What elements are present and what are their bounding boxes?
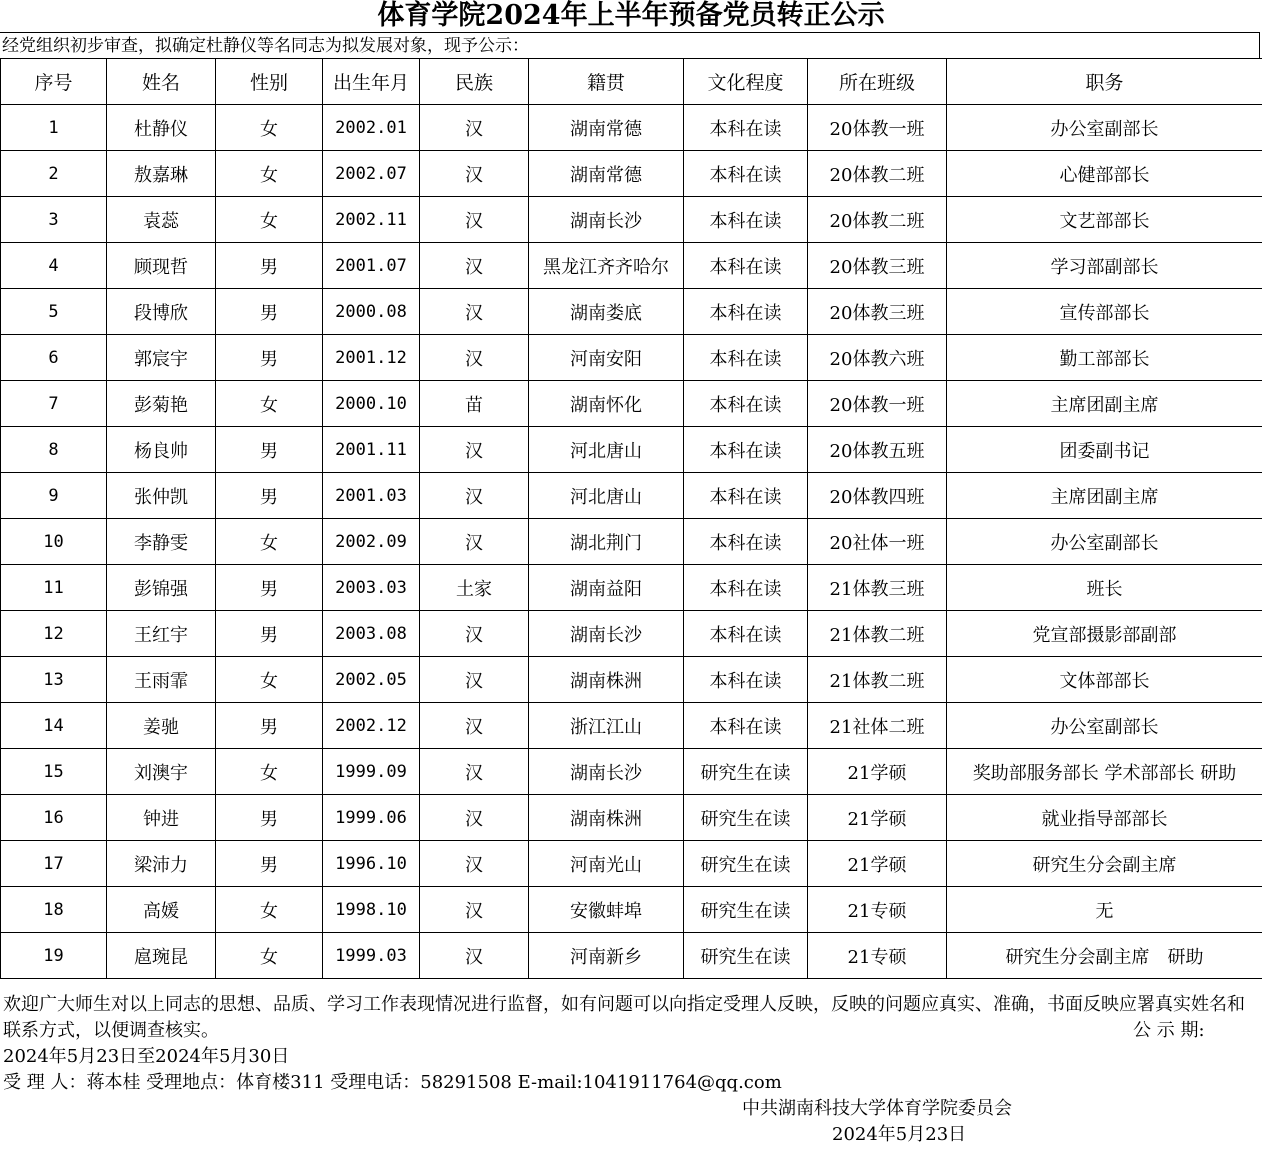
cell-class: 21专硕 <box>808 887 947 933</box>
cell-birth: 1999.06 <box>323 795 420 841</box>
cell-name: 杜静仪 <box>107 105 216 151</box>
cell-name: 段博欣 <box>107 289 216 335</box>
table-row <box>1 611 1262 657</box>
column-header-gender: 性别 <box>216 59 323 105</box>
roster-table <box>0 58 1262 979</box>
table-row <box>1 703 1262 749</box>
cell-ethnicity: 汉 <box>420 703 529 749</box>
table-row <box>1 749 1262 795</box>
cell-class: 21专硕 <box>808 933 947 979</box>
cell-gender: 男 <box>216 795 323 841</box>
cell-origin: 湖南怀化 <box>529 381 684 427</box>
cell-origin: 湖北荆门 <box>529 519 684 565</box>
cell-origin: 河南安阳 <box>529 335 684 381</box>
cell-gender: 女 <box>216 887 323 933</box>
cell-name: 扈琬昆 <box>107 933 216 979</box>
cell-origin: 黑龙江齐齐哈尔 <box>529 243 684 289</box>
cell-position: 就业指导部部长 <box>947 795 1262 841</box>
cell-class: 20体教二班 <box>808 197 947 243</box>
cell-position: 办公室副部长 <box>947 519 1262 565</box>
cell-education: 研究生在读 <box>684 887 808 933</box>
cell-position: 主席团副主席 <box>947 473 1262 519</box>
cell-gender: 男 <box>216 703 323 749</box>
cell-position: 文体部部长 <box>947 657 1262 703</box>
cell-education: 本科在读 <box>684 565 808 611</box>
notice-date: 2024年5月23日 <box>832 1124 967 1145</box>
table-row <box>1 151 1262 197</box>
cell-ethnicity: 汉 <box>420 887 529 933</box>
cell-education: 本科在读 <box>684 473 808 519</box>
cell-birth: 2001.12 <box>323 335 420 381</box>
cell-position: 办公室副部长 <box>947 703 1262 749</box>
cell-education: 本科在读 <box>684 519 808 565</box>
cell-class: 20体教三班 <box>808 243 947 289</box>
cell-ethnicity: 汉 <box>420 933 529 979</box>
cell-class: 20体教一班 <box>808 381 947 427</box>
table-row <box>1 565 1262 611</box>
cell-ethnicity: 汉 <box>420 657 529 703</box>
cell-index: 4 <box>1 243 107 289</box>
cell-ethnicity: 土家 <box>420 565 529 611</box>
column-header-education: 文化程度 <box>684 59 808 105</box>
cell-class: 21体教三班 <box>808 565 947 611</box>
cell-education: 本科在读 <box>684 105 808 151</box>
cell-index: 2 <box>1 151 107 197</box>
cell-ethnicity: 汉 <box>420 749 529 795</box>
cell-class: 20体教六班 <box>808 335 947 381</box>
cell-index: 11 <box>1 565 107 611</box>
period-label: 公 示 期: <box>1133 1020 1205 1041</box>
cell-gender: 男 <box>216 841 323 887</box>
cell-birth: 2002.07 <box>323 151 420 197</box>
cell-name: 王红宇 <box>107 611 216 657</box>
table-row <box>1 841 1262 887</box>
cell-class: 20体教四班 <box>808 473 947 519</box>
cell-name: 刘澳宇 <box>107 749 216 795</box>
cell-class: 21学硕 <box>808 795 947 841</box>
intro-text: 经党组织初步审查，拟确定杜静仪等名同志为拟发展对象，现予公示： <box>0 32 1260 58</box>
table-row <box>1 795 1262 841</box>
cell-education: 本科在读 <box>684 335 808 381</box>
cell-gender: 男 <box>216 611 323 657</box>
cell-name: 姜驰 <box>107 703 216 749</box>
table-row <box>1 381 1262 427</box>
cell-education: 研究生在读 <box>684 749 808 795</box>
cell-birth: 2000.10 <box>323 381 420 427</box>
column-header-name: 姓名 <box>107 59 216 105</box>
cell-ethnicity: 汉 <box>420 105 529 151</box>
cell-index: 10 <box>1 519 107 565</box>
cell-class: 20社体一班 <box>808 519 947 565</box>
cell-ethnicity: 汉 <box>420 611 529 657</box>
cell-ethnicity: 汉 <box>420 197 529 243</box>
column-header-origin: 籍贯 <box>529 59 684 105</box>
cell-ethnicity: 汉 <box>420 519 529 565</box>
cell-origin: 湖南常德 <box>529 151 684 197</box>
cell-position: 党宣部摄影部副部 <box>947 611 1262 657</box>
cell-class: 21体教二班 <box>808 657 947 703</box>
table-row <box>1 335 1262 381</box>
cell-birth: 1996.10 <box>323 841 420 887</box>
cell-class: 20体教五班 <box>808 427 947 473</box>
contact-info: 受 理 人：蒋本桂 受理地点：体育楼311 受理电话：58291508 E-mail:1041911764@qq.com <box>3 1072 782 1093</box>
cell-index: 18 <box>1 887 107 933</box>
cell-education: 本科在读 <box>684 657 808 703</box>
cell-birth: 2002.05 <box>323 657 420 703</box>
cell-gender: 男 <box>216 243 323 289</box>
cell-name: 彭锦强 <box>107 565 216 611</box>
cell-gender: 女 <box>216 381 323 427</box>
cell-origin: 湖南长沙 <box>529 197 684 243</box>
cell-education: 研究生在读 <box>684 841 808 887</box>
cell-position: 办公室副部长 <box>947 105 1262 151</box>
cell-index: 6 <box>1 335 107 381</box>
cell-origin: 湖南常德 <box>529 105 684 151</box>
table-row <box>1 427 1262 473</box>
page-title: 体育学院2024年上半年预备党员转正公示 <box>377 0 885 31</box>
column-header-class: 所在班级 <box>808 59 947 105</box>
cell-index: 3 <box>1 197 107 243</box>
cell-name: 彭菊艳 <box>107 381 216 427</box>
cell-index: 17 <box>1 841 107 887</box>
column-header-birth: 出生年月 <box>323 59 420 105</box>
table-row <box>1 197 1262 243</box>
cell-education: 本科在读 <box>684 611 808 657</box>
table-row <box>1 243 1262 289</box>
cell-ethnicity: 汉 <box>420 795 529 841</box>
cell-gender: 女 <box>216 933 323 979</box>
cell-name: 敖嘉琳 <box>107 151 216 197</box>
cell-gender: 男 <box>216 565 323 611</box>
cell-name: 袁蕊 <box>107 197 216 243</box>
cell-class: 21学硕 <box>808 841 947 887</box>
cell-birth: 1999.09 <box>323 749 420 795</box>
cell-position: 奖助部服务部长 学术部部长 研助 <box>947 749 1262 795</box>
table-body <box>1 105 1262 979</box>
organization-name: 中共湖南科技大学体育学院委员会 <box>742 1098 1012 1119</box>
cell-education: 研究生在读 <box>684 795 808 841</box>
cell-gender: 男 <box>216 289 323 335</box>
cell-name: 顾现哲 <box>107 243 216 289</box>
cell-name: 钟进 <box>107 795 216 841</box>
cell-gender: 女 <box>216 151 323 197</box>
cell-index: 7 <box>1 381 107 427</box>
cell-ethnicity: 汉 <box>420 335 529 381</box>
cell-education: 本科在读 <box>684 427 808 473</box>
cell-gender: 女 <box>216 749 323 795</box>
cell-position: 文艺部部长 <box>947 197 1262 243</box>
cell-name: 杨良帅 <box>107 427 216 473</box>
cell-origin: 湖南株洲 <box>529 657 684 703</box>
cell-birth: 2003.03 <box>323 565 420 611</box>
cell-position: 研究生分会副主席 <box>947 841 1262 887</box>
cell-position: 无 <box>947 887 1262 933</box>
cell-education: 本科在读 <box>684 381 808 427</box>
cell-name: 李静雯 <box>107 519 216 565</box>
cell-ethnicity: 汉 <box>420 473 529 519</box>
cell-education: 研究生在读 <box>684 933 808 979</box>
table-row <box>1 289 1262 335</box>
cell-ethnicity: 汉 <box>420 427 529 473</box>
cell-ethnicity: 汉 <box>420 151 529 197</box>
cell-position: 勤工部部长 <box>947 335 1262 381</box>
cell-position: 团委副书记 <box>947 427 1262 473</box>
cell-index: 12 <box>1 611 107 657</box>
cell-origin: 湖南株洲 <box>529 795 684 841</box>
cell-class: 20体教二班 <box>808 151 947 197</box>
cell-index: 1 <box>1 105 107 151</box>
cell-origin: 湖南益阳 <box>529 565 684 611</box>
period-dates: 2024年5月23日至2024年5月30日 <box>3 1046 290 1067</box>
cell-birth: 2002.11 <box>323 197 420 243</box>
table-row <box>1 933 1262 979</box>
cell-index: 15 <box>1 749 107 795</box>
cell-position: 学习部副部长 <box>947 243 1262 289</box>
cell-position: 宣传部部长 <box>947 289 1262 335</box>
cell-index: 13 <box>1 657 107 703</box>
cell-class: 20体教三班 <box>808 289 947 335</box>
cell-name: 王雨霏 <box>107 657 216 703</box>
table-row <box>1 473 1262 519</box>
cell-birth: 2003.08 <box>323 611 420 657</box>
table-row <box>1 887 1262 933</box>
cell-gender: 女 <box>216 105 323 151</box>
cell-position: 研究生分会副主席 研助 <box>947 933 1262 979</box>
table-row <box>1 105 1262 151</box>
cell-education: 本科在读 <box>684 703 808 749</box>
cell-origin: 河北唐山 <box>529 427 684 473</box>
cell-name: 张仲凯 <box>107 473 216 519</box>
notice-text: 欢迎广大师生对以上同志的思想、品质、学习工作表现情况进行监督，如有问题可以向指定受理人反映，反映的问题应真实、准确，书面反映应署真实姓名和联系方式，以便调查核实。 <box>3 994 1245 1041</box>
column-header-ethnicity: 民族 <box>420 59 529 105</box>
table-row <box>1 519 1262 565</box>
cell-origin: 浙江江山 <box>529 703 684 749</box>
cell-birth: 2001.07 <box>323 243 420 289</box>
cell-position: 心健部部长 <box>947 151 1262 197</box>
cell-ethnicity: 汉 <box>420 243 529 289</box>
cell-origin: 湖南长沙 <box>529 611 684 657</box>
cell-gender: 男 <box>216 427 323 473</box>
cell-origin: 河北唐山 <box>529 473 684 519</box>
cell-birth: 2001.11 <box>323 427 420 473</box>
cell-ethnicity: 苗 <box>420 381 529 427</box>
cell-origin: 河南光山 <box>529 841 684 887</box>
cell-education: 本科在读 <box>684 289 808 335</box>
cell-index: 9 <box>1 473 107 519</box>
cell-birth: 2002.09 <box>323 519 420 565</box>
cell-name: 梁沛力 <box>107 841 216 887</box>
table-row <box>1 657 1262 703</box>
cell-education: 本科在读 <box>684 151 808 197</box>
cell-index: 5 <box>1 289 107 335</box>
cell-education: 本科在读 <box>684 197 808 243</box>
cell-index: 14 <box>1 703 107 749</box>
cell-class: 21社体二班 <box>808 703 947 749</box>
cell-birth: 2001.03 <box>323 473 420 519</box>
column-header-position: 职务 <box>947 59 1262 105</box>
cell-birth: 2000.08 <box>323 289 420 335</box>
cell-gender: 男 <box>216 473 323 519</box>
cell-birth: 1998.10 <box>323 887 420 933</box>
cell-gender: 女 <box>216 519 323 565</box>
cell-gender: 女 <box>216 197 323 243</box>
cell-name: 郭宸宇 <box>107 335 216 381</box>
cell-name: 高媛 <box>107 887 216 933</box>
table-header-row <box>1 59 1262 105</box>
cell-gender: 女 <box>216 657 323 703</box>
cell-class: 20体教一班 <box>808 105 947 151</box>
cell-class: 21体教二班 <box>808 611 947 657</box>
cell-birth: 1999.03 <box>323 933 420 979</box>
cell-origin: 湖南长沙 <box>529 749 684 795</box>
cell-origin: 安徽蚌埠 <box>529 887 684 933</box>
cell-birth: 2002.01 <box>323 105 420 151</box>
cell-ethnicity: 汉 <box>420 841 529 887</box>
cell-birth: 2002.12 <box>323 703 420 749</box>
cell-position: 班长 <box>947 565 1262 611</box>
cell-index: 8 <box>1 427 107 473</box>
cell-gender: 男 <box>216 335 323 381</box>
cell-origin: 河南新乡 <box>529 933 684 979</box>
column-header-index: 序号 <box>1 59 107 105</box>
cell-index: 16 <box>1 795 107 841</box>
cell-education: 本科在读 <box>684 243 808 289</box>
cell-origin: 湖南娄底 <box>529 289 684 335</box>
cell-index: 19 <box>1 933 107 979</box>
cell-class: 21学硕 <box>808 749 947 795</box>
cell-position: 主席团副主席 <box>947 381 1262 427</box>
cell-ethnicity: 汉 <box>420 289 529 335</box>
